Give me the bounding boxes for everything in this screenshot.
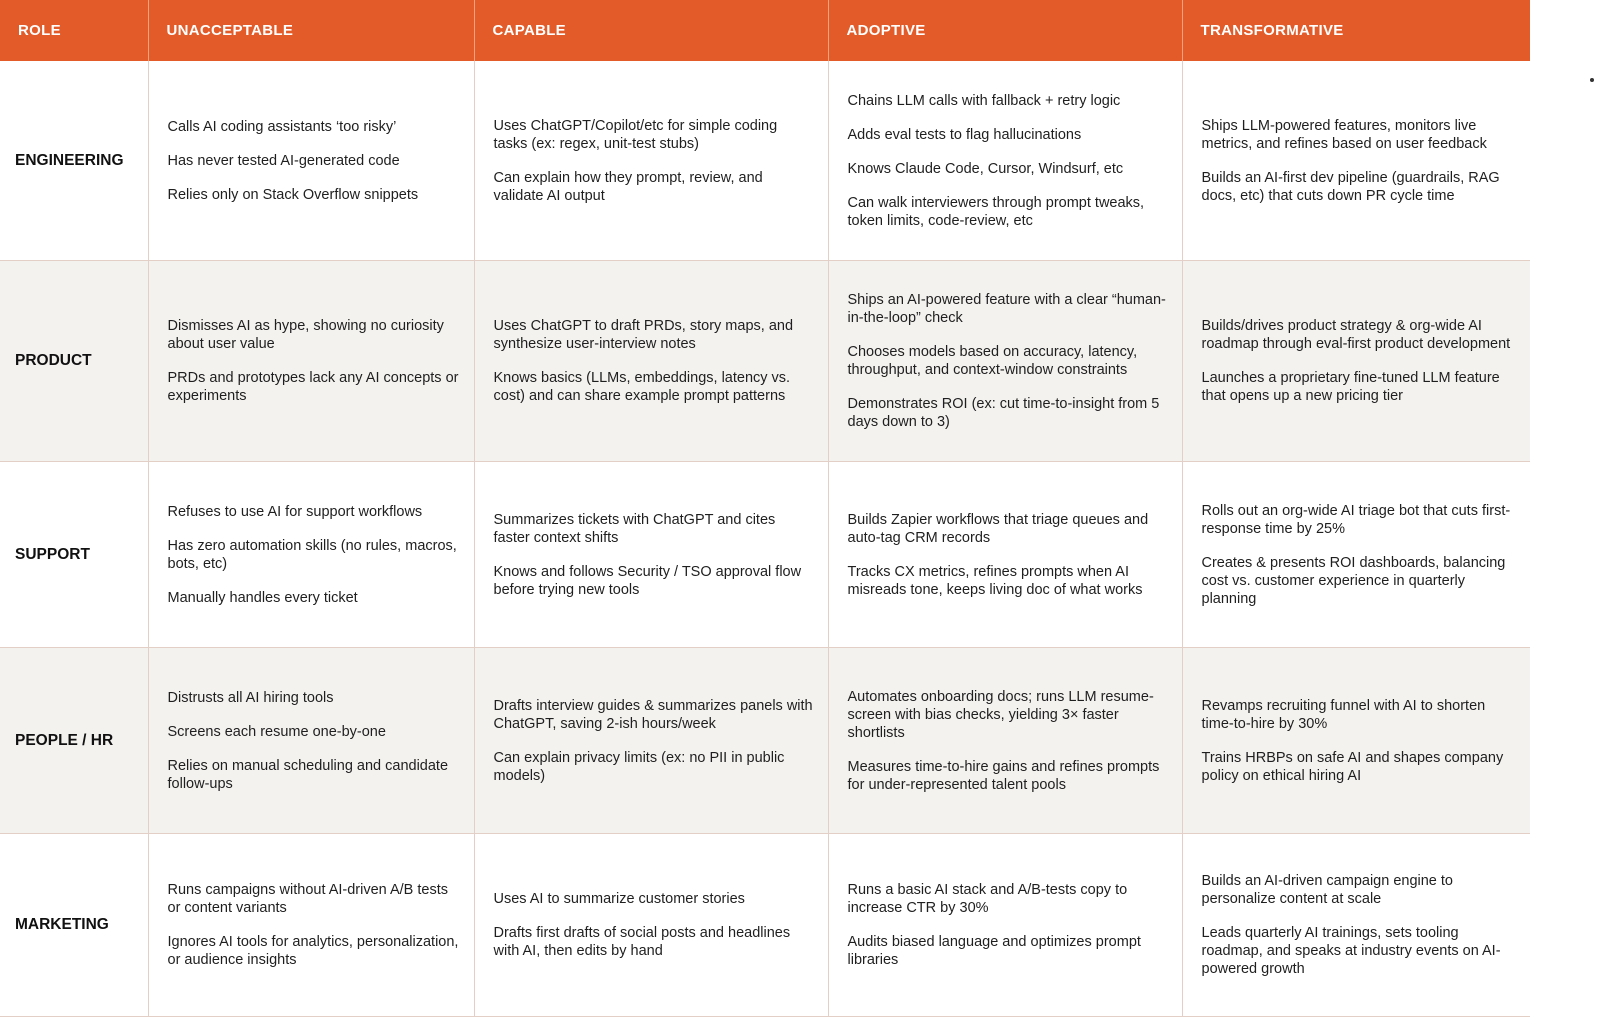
cell-unacceptable — [148, 261, 474, 462]
cell-transformative — [1182, 61, 1530, 261]
table-row — [0, 648, 1530, 834]
cell-adoptive — [828, 462, 1182, 648]
criterion-item: Drafts first drafts of social posts and headlines with AI, then edits by hand — [493, 925, 791, 959]
cell-adoptive — [828, 61, 1182, 261]
criterion-item: Uses ChatGPT/Copilot/etc for simple coding tasks (ex: regex, unit-test stubs) — [493, 117, 778, 152]
bullet-dot — [1590, 78, 1594, 82]
criterion-item: Ships LLM-powered features, monitors live metrics, and refines based on user feedback — [1201, 117, 1487, 152]
header-adoptive: ADOPTIVE — [828, 0, 1182, 61]
criterion-item: Knows Claude Code, Cursor, Windsurf, etc — [847, 160, 1124, 177]
criterion-item: Launches a proprietary fine-tuned LLM feature that opens up a new pricing tier — [1201, 370, 1500, 404]
table-row — [0, 261, 1530, 462]
cell-transformative — [1182, 462, 1530, 648]
criterion-item: Leads quarterly AI trainings, sets tooling roadmap, and speaks at industry events on AI-powered growth — [1201, 925, 1501, 977]
criterion-item: Builds an AI-driven campaign engine to personalize content at scale — [1201, 873, 1453, 907]
cell-capable — [474, 261, 828, 462]
criterion-item: Can explain how they prompt, review, and validate AI output — [493, 169, 763, 204]
criterion-item: Audits biased language and optimizes prompt libraries — [847, 934, 1141, 968]
header-row — [0, 0, 1530, 61]
cell-transformative — [1182, 834, 1530, 1017]
table-row — [0, 834, 1530, 1017]
cell-adoptive — [828, 834, 1182, 1017]
cell-capable — [474, 61, 828, 261]
criterion-item: Revamps recruiting funnel with AI to shorten time-to-hire by 30% — [1201, 697, 1486, 732]
criterion-item: Dismisses AI as hype, showing no curiosity about user value — [167, 318, 444, 352]
criterion-item: Distrusts all AI hiring tools — [167, 689, 334, 706]
criterion-item: Chooses models based on accuracy, latency, throughput, and context-window constraints — [847, 344, 1138, 378]
criterion-item: Knows basics (LLMs, embeddings, latency vs. cost) and can share example prompt patterns — [493, 370, 791, 404]
table-row — [0, 61, 1530, 261]
cell-transformative — [1182, 261, 1530, 462]
criterion-item: Tracks CX metrics, refines prompts when AI misreads tone, keeps living doc of what works — [847, 563, 1143, 598]
criterion-item: Adds eval tests to flag hallucinations — [847, 126, 1082, 143]
role-label: SUPPORT — [0, 462, 148, 648]
criterion-item: Summarizes tickets with ChatGPT and cites faster context shifts — [493, 511, 776, 546]
criterion-item: Runs campaigns without AI-driven A/B tests or content variants — [167, 882, 448, 916]
cell-adoptive — [828, 648, 1182, 834]
criterion-item: Runs a basic AI stack and A/B-tests copy to increase CTR by 30% — [847, 882, 1128, 916]
criterion-item: Manually handles every ticket — [167, 589, 358, 606]
criterion-item: Has zero automation skills (no rules, macros, bots, etc) — [167, 537, 457, 572]
cell-unacceptable — [148, 834, 474, 1017]
cell-unacceptable — [148, 648, 474, 834]
criterion-item: Measures time-to-hire gains and refines prompts for under-represented talent pools — [847, 758, 1160, 793]
criterion-item: Builds/drives product strategy & org-wide AI roadmap through eval-first product development — [1201, 318, 1511, 352]
header-unacceptable: UNACCEPTABLE — [148, 0, 474, 61]
criterion-item: Demonstrates ROI (ex: cut time-to-insight from 5 days down to 3) — [847, 396, 1160, 430]
criterion-item: Builds an AI-first dev pipeline (guardrails, RAG docs, etc) that cuts down PR cycle time — [1201, 169, 1500, 204]
role-label: PRODUCT — [0, 261, 148, 462]
criterion-item: Automates onboarding docs; runs LLM resume-screen with bias checks, yielding 3× faster shortlists — [847, 688, 1154, 741]
role-label: PEOPLE / HR — [0, 648, 148, 834]
criterion-item: Uses ChatGPT to draft PRDs, story maps, and synthesize user-interview notes — [493, 318, 794, 352]
criterion-item: Knows and follows Security / TSO approval flow before trying new tools — [493, 563, 802, 598]
cell-capable — [474, 834, 828, 1017]
cell-adoptive — [828, 261, 1182, 462]
criterion-item: Builds Zapier workflows that triage queues and auto-tag CRM records — [847, 511, 1149, 546]
criterion-item: Can explain privacy limits (ex: no PII in public models) — [493, 749, 785, 784]
criterion-item: Can walk interviewers through prompt tweaks, token limits, code-review, etc — [847, 194, 1145, 229]
criterion-item: Has never tested AI-generated code — [167, 152, 400, 169]
role-label: ENGINEERING — [0, 61, 148, 261]
criterion-item: Trains HRBPs on safe AI and shapes company policy on ethical hiring AI — [1201, 749, 1504, 784]
criterion-item: Calls AI coding assistants ‘too risky’ — [167, 118, 397, 135]
header-capable: CAPABLE — [474, 0, 828, 61]
cell-capable — [474, 462, 828, 648]
criterion-item: Screens each resume one-by-one — [167, 723, 386, 740]
criterion-item: Relies only on Stack Overflow snippets — [167, 186, 419, 203]
criterion-item: Chains LLM calls with fallback + retry logic — [847, 92, 1121, 109]
cell-transformative — [1182, 648, 1530, 834]
criterion-item: Relies on manual scheduling and candidate follow-ups — [167, 757, 449, 792]
table-row — [0, 462, 1530, 648]
criterion-item: Creates & presents ROI dashboards, balancing cost vs. customer experience in quarterly planning — [1201, 554, 1506, 607]
cell-unacceptable — [148, 61, 474, 261]
criterion-item: Ignores AI tools for analytics, personalization, or audience insights — [167, 934, 459, 968]
header-role: ROLE — [0, 0, 148, 61]
criterion-item: PRDs and prototypes lack any AI concepts or experiments — [167, 370, 459, 404]
cell-capable — [474, 648, 828, 834]
criterion-item: Drafts interview guides & summarizes panels with ChatGPT, saving 2-ish hours/week — [493, 697, 813, 732]
criterion-item: Uses AI to summarize customer stories — [493, 891, 745, 907]
header-transformative: TRANSFORMATIVE — [1182, 0, 1530, 61]
role-label: MARKETING — [0, 834, 148, 1017]
cell-unacceptable — [148, 462, 474, 648]
criterion-item: Ships an AI-powered feature with a clear “human-in-the-loop” check — [847, 292, 1166, 326]
criterion-item: Refuses to use AI for support workflows — [167, 503, 423, 520]
criterion-item: Rolls out an org-wide AI triage bot that cuts first-response time by 25% — [1201, 502, 1511, 537]
